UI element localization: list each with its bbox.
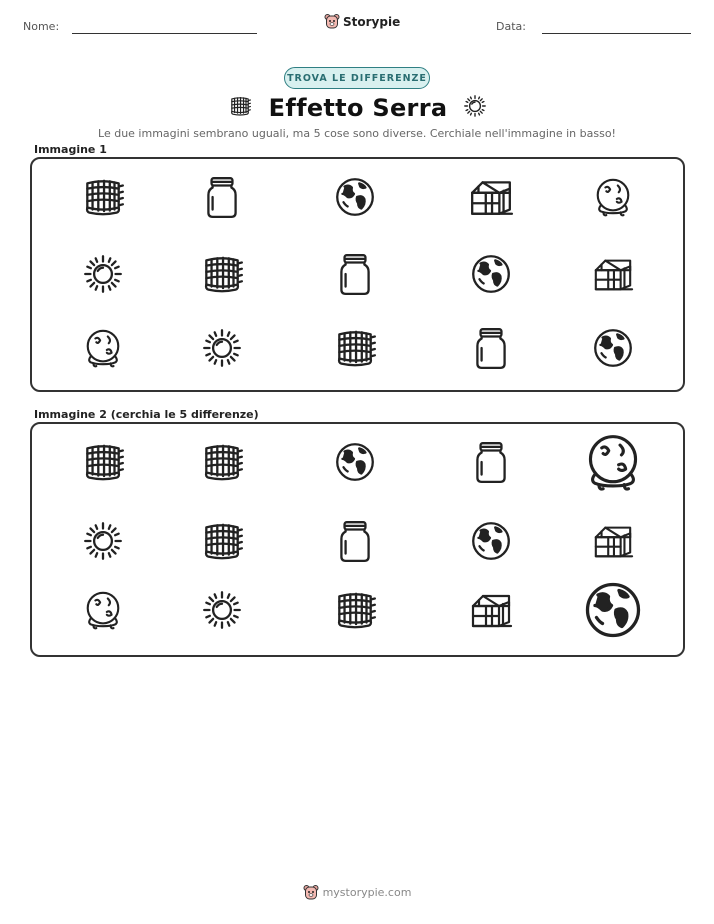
blanket-icon bbox=[199, 251, 245, 297]
blanket-icon bbox=[80, 439, 126, 485]
greenhouse-icon bbox=[468, 174, 514, 220]
sun-icon bbox=[80, 518, 126, 564]
page-title: Effetto Serra bbox=[268, 94, 448, 122]
activity-badge: TROVA LE DIFFERENZE bbox=[284, 67, 430, 89]
title-row bbox=[0, 90, 714, 126]
earth-icon bbox=[590, 325, 636, 371]
jar-icon bbox=[468, 325, 514, 371]
melting-globe-icon bbox=[592, 176, 634, 218]
greenhouse-icon bbox=[592, 253, 634, 295]
footer bbox=[0, 884, 714, 901]
sun-icon bbox=[461, 92, 489, 124]
bear-mascot-icon bbox=[303, 884, 319, 901]
sun-icon bbox=[199, 587, 245, 633]
jar-icon bbox=[199, 174, 245, 220]
storypie-logo bbox=[324, 13, 400, 30]
bear-mascot-icon bbox=[324, 13, 340, 30]
earth-icon bbox=[468, 251, 514, 297]
melting-globe-icon bbox=[82, 589, 124, 631]
sun-icon bbox=[80, 251, 126, 297]
melting-globe-icon bbox=[582, 431, 644, 493]
date-line[interactable] bbox=[542, 33, 691, 34]
name-line[interactable] bbox=[72, 33, 257, 34]
blanket-icon bbox=[199, 518, 245, 564]
greenhouse-icon bbox=[592, 520, 634, 562]
jar-icon bbox=[332, 518, 378, 564]
earth-icon bbox=[332, 439, 378, 485]
blanket-icon bbox=[332, 587, 378, 633]
jar-icon bbox=[332, 251, 378, 297]
earth-icon bbox=[332, 174, 378, 220]
melting-globe-icon bbox=[82, 327, 124, 369]
earth-icon bbox=[468, 518, 514, 564]
instructions: Le due immagini sembrano uguali, ma 5 cose sono diverse. Cerchiale nell'immagine in basso! bbox=[98, 127, 616, 140]
date-label: Data: bbox=[496, 20, 526, 33]
blanket-icon bbox=[225, 94, 255, 122]
footer-url: mystorypie.com bbox=[322, 886, 412, 899]
jar-icon bbox=[468, 439, 514, 485]
image1-label: Immagine 1 bbox=[34, 143, 107, 156]
blanket-icon bbox=[332, 325, 378, 371]
logo-text: Storypie bbox=[343, 14, 401, 29]
sun-icon bbox=[199, 325, 245, 371]
image2-label: Immagine 2 (cerchia le 5 differenze) bbox=[34, 408, 259, 421]
blanket-icon bbox=[80, 174, 126, 220]
name-label: Nome: bbox=[23, 20, 60, 33]
earth-icon bbox=[580, 577, 646, 643]
greenhouse-icon bbox=[469, 588, 513, 632]
blanket-icon bbox=[199, 439, 245, 485]
